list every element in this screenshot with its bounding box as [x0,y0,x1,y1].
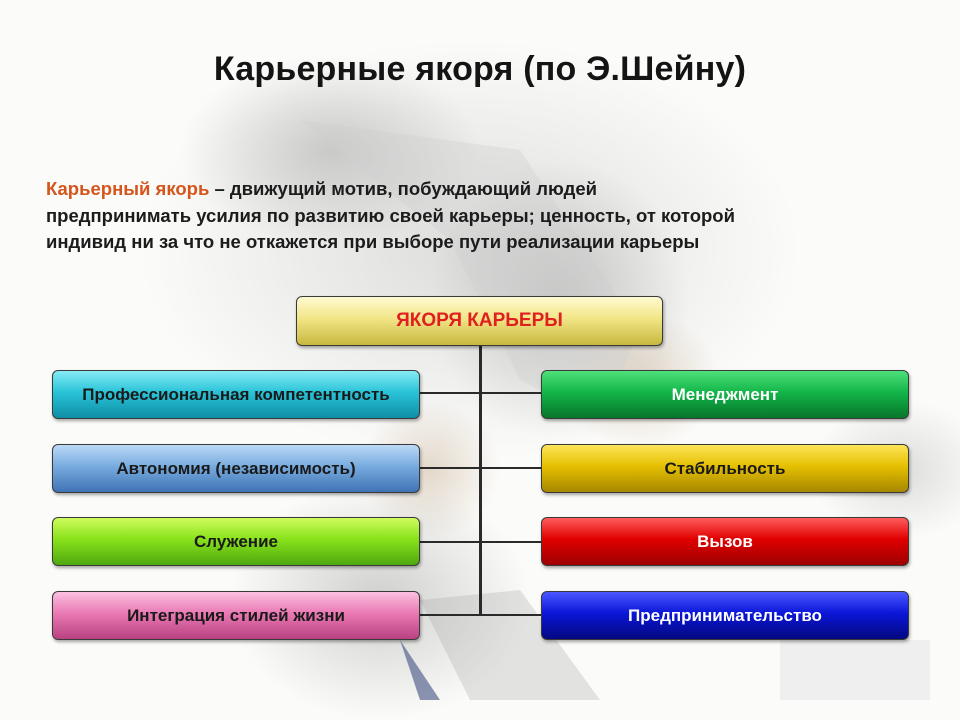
connector-right-3 [480,541,542,543]
anchor-entrepreneurship: Предпринимательство [541,591,909,640]
anchor-autonomy: Автономия (независимость) [52,444,420,493]
connector-left-2 [420,467,481,469]
definition-text [46,176,906,256]
definition-line-1 [46,176,906,203]
definition-line-2: предпринимать усилия по развитию своей карьеры; ценность, от которой [46,204,735,226]
definition-dash: – [209,178,230,199]
definition-term: Карьерный якорь [46,178,210,199]
connector-left-4 [420,614,481,616]
anchor-service: Служение [52,517,420,566]
connector-left-3 [420,541,481,543]
definition-line-1-rest: движущий мотив, побуждающий людей [229,178,598,199]
anchor-challenge: Вызов [541,517,909,566]
anchor-stability: Стабильность [541,444,909,493]
anchor-professional-competence: Профессиональная компетентность [52,370,420,419]
connector-right-4 [480,614,542,616]
connector-trunk [479,346,482,615]
page-title: Карьерные якоря (по Э.Шейну) [213,50,747,88]
connector-right-2 [480,467,542,469]
connector-right-1 [480,392,542,394]
anchor-management: Менеджмент [541,370,909,419]
definition-line-3: индивид ни за что не откажется при выборе пути реализации карьеры [46,231,700,252]
root-box-career-anchors: ЯКОРЯ КАРЬЕРЫ [296,296,663,346]
anchor-lifestyle-integration: Интеграция стилей жизни [52,591,420,640]
connector-left-1 [420,392,481,394]
